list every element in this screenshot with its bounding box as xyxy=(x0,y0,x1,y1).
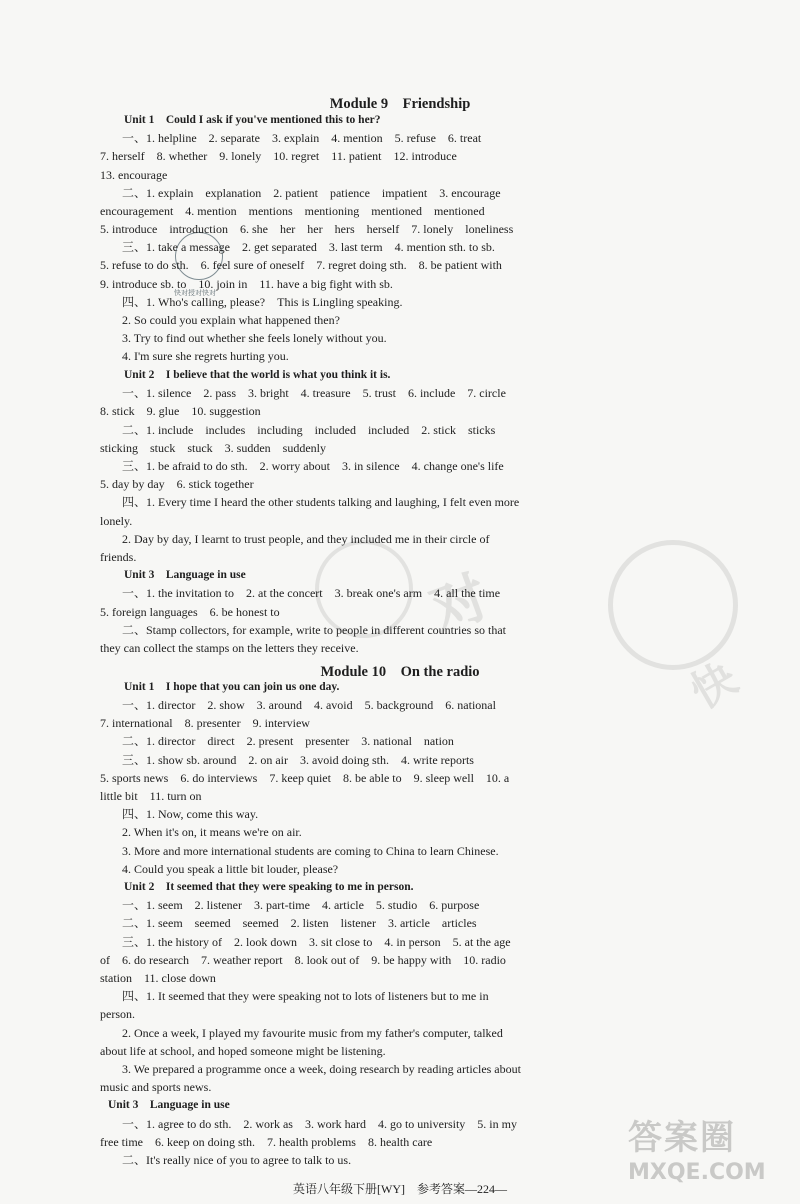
unit-heading: Unit 3 Language in use xyxy=(108,1099,230,1111)
answer-line: station 11. close down xyxy=(100,971,216,985)
answer-line: 4. I'm sure she regrets hurting you. xyxy=(122,349,289,363)
unit-heading: Unit 3 Language in use xyxy=(124,569,246,581)
answer-line: 3. More and more international students are coming to China to learn Chinese. xyxy=(122,844,499,858)
corner-watermark-url: MXQE.COM xyxy=(628,1160,766,1185)
answer-line: 二、1. director direct 2. present presenter 3. national nation xyxy=(122,734,454,748)
answer-line: 5. introduce introduction 6. she her her hers herself 7. lonely loneliness xyxy=(100,222,514,236)
answer-line: 二、1. include includes including included included 2. stick sticks xyxy=(122,423,496,437)
answer-line: 二、Stamp collectors, for example, write to people in different countries so that xyxy=(122,623,507,637)
answer-line: 一、1. the invitation to 2. at the concert 3. break one's arm 4. all the time xyxy=(122,586,501,600)
answer-line: person. xyxy=(100,1007,135,1021)
unit-heading: Unit 2 I believe that the world is what you think it is. xyxy=(124,369,391,381)
answer-line: 2. So could you explain what happened then? xyxy=(122,313,340,327)
unit-heading: Unit 1 Could I ask if you've mentioned this to her? xyxy=(124,114,381,126)
answer-line: music and sports news. xyxy=(100,1080,212,1094)
answer-line: 四、1. Every time I heard the other students talking and laughing, I felt even more xyxy=(122,495,520,509)
answer-line: 5. day by day 6. stick together xyxy=(100,477,254,491)
answer-line: free time 6. keep on doing sth. 7. health problems 8. health care xyxy=(100,1135,433,1149)
stamp-text: 快对授对快对 xyxy=(174,289,216,297)
page-footer: 英语八年级下册[WY] 参考答案—224— xyxy=(293,1182,507,1196)
answer-line: 一、1. silence 2. pass 3. bright 4. treasure 5. trust 6. include 7. circle xyxy=(122,386,506,400)
answer-line: lonely. xyxy=(100,514,133,528)
unit-heading: Unit 1 I hope that you can join us one day. xyxy=(124,681,340,693)
corner-watermark-logo: 答案圈 xyxy=(628,1118,736,1158)
answer-line: 7. international 8. presenter 9. interview xyxy=(100,716,310,730)
answer-line: friends. xyxy=(100,550,137,564)
answer-line: about life at school, and hoped someone might be listening. xyxy=(100,1044,386,1058)
answer-line: 一、1. helpline 2. separate 3. explain 4. mention 5. refuse 6. treat xyxy=(122,131,482,145)
answer-line: encouragement 4. mention mentions mentioning mentioned mentioned xyxy=(100,204,485,218)
answer-line: 9. introduce sb. to 10. join in 11. have a big fight with sb. xyxy=(100,277,393,291)
answer-line: 4. Could you speak a little bit louder, please? xyxy=(122,862,339,876)
answer-line: 5. foreign languages 6. be honest to xyxy=(100,605,280,619)
module-10-title: Module 10 On the radio xyxy=(320,664,480,680)
answer-line: 二、1. seem seemed seemed 2. listen listener 3. article articles xyxy=(122,916,477,930)
answer-line: 一、1. seem 2. listener 3. part-time 4. article 5. studio 6. purpose xyxy=(122,898,480,912)
answer-line: little bit 11. turn on xyxy=(100,789,202,803)
unit-heading: Unit 2 It seemed that they were speaking to me in person. xyxy=(124,881,414,893)
answer-line: 5. sports news 6. do interviews 7. keep quiet 8. be able to 9. sleep well 10. a xyxy=(100,771,510,785)
answer-line: 13. encourage xyxy=(100,168,168,182)
answer-line: 一、1. agree to do sth. 2. work as 3. work hard 4. go to university 5. in my xyxy=(122,1117,517,1131)
answer-line: 三、1. take a message 2. get separated 3. last term 4. mention sth. to sb. xyxy=(122,240,495,254)
answer-line: 2. When it's on, it means we're on air. xyxy=(122,825,302,839)
answer-line: 二、1. explain explanation 2. patient patience impatient 3. encourage xyxy=(122,186,501,200)
answer-line: sticking stuck stuck 3. sudden suddenly xyxy=(100,441,326,455)
answer-line: 三、1. the history of 2. look down 3. sit close to 4. in person 5. at the age xyxy=(122,935,511,949)
answer-line: 二、It's really nice of you to agree to talk to us. xyxy=(122,1153,352,1167)
answer-line: of 6. do research 7. weather report 8. look out of 9. be happy with 10. radio xyxy=(100,953,506,967)
answer-line: 2. Day by day, I learnt to trust people, and they included me in their circle of xyxy=(122,532,490,546)
answer-line: 7. herself 8. whether 9. lonely 10. regret 11. patient 12. introduce xyxy=(100,149,457,163)
watermark-character: 快 xyxy=(682,652,747,719)
answer-line: 四、1. Who's calling, please? This is Lingling speaking. xyxy=(122,295,403,309)
module-9-title: Module 9 Friendship xyxy=(329,96,471,112)
answer-line: 2. Once a week, I played my favourite music from my father's computer, talked xyxy=(122,1026,503,1040)
answer-line: 三、1. show sb. around 2. on air 3. avoid doing sth. 4. write reports xyxy=(122,753,474,767)
answer-line: 四、1. Now, come this way. xyxy=(122,807,259,821)
answer-line: they can collect the stamps on the letters they receive. xyxy=(100,641,359,655)
answer-line: 5. refuse to do sth. 6. feel sure of oneself 7. regret doing sth. 8. be patient with xyxy=(100,258,502,272)
answer-line: 3. Try to find out whether she feels lonely without you. xyxy=(122,331,387,345)
answer-line: 8. stick 9. glue 10. suggestion xyxy=(100,404,261,418)
answer-line: 3. We prepared a programme once a week, doing research by reading articles about xyxy=(122,1062,521,1076)
answer-line: 四、1. It seemed that they were speaking not to lots of listeners but to me in xyxy=(122,989,489,1003)
answer-line: 三、1. be afraid to do sth. 2. worry about 3. in silence 4. change one's life xyxy=(122,459,504,473)
answer-line: 一、1. director 2. show 3. around 4. avoid 5. background 6. national xyxy=(122,698,496,712)
watermark-character: 对 xyxy=(422,564,497,645)
